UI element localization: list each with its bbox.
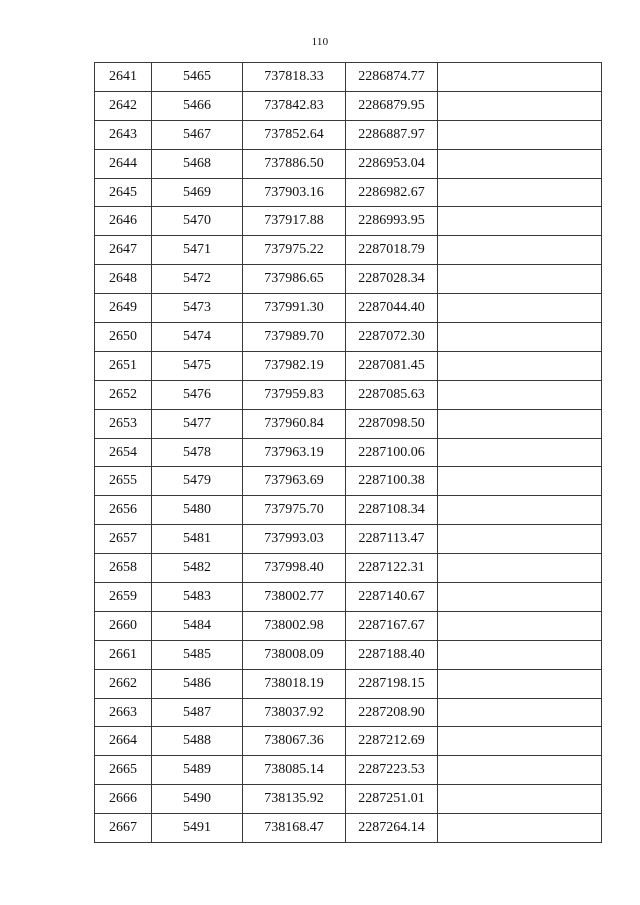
note-cell	[438, 640, 602, 669]
y-coordinate-cell: 2287100.06	[346, 438, 438, 467]
point-id-cell: 5467	[152, 120, 243, 149]
note-cell	[438, 207, 602, 236]
row-number-cell: 2666	[95, 785, 152, 814]
row-number-cell: 2646	[95, 207, 152, 236]
row-number-cell: 2658	[95, 554, 152, 583]
y-coordinate-cell: 2287208.90	[346, 698, 438, 727]
table-row	[95, 785, 602, 814]
row-number-cell: 2644	[95, 149, 152, 178]
x-coordinate-cell: 737986.65	[243, 265, 346, 294]
x-coordinate-cell: 737991.30	[243, 294, 346, 323]
table-row	[95, 207, 602, 236]
note-cell	[438, 323, 602, 352]
point-id-cell: 5468	[152, 149, 243, 178]
note-cell	[438, 120, 602, 149]
table-row	[95, 351, 602, 380]
note-cell	[438, 554, 602, 583]
table-row	[95, 467, 602, 496]
point-id-cell: 5490	[152, 785, 243, 814]
note-cell	[438, 669, 602, 698]
note-cell	[438, 236, 602, 265]
table-row	[95, 323, 602, 352]
row-number-cell: 2649	[95, 294, 152, 323]
note-cell	[438, 149, 602, 178]
y-coordinate-cell: 2287140.67	[346, 583, 438, 612]
point-id-cell: 5487	[152, 698, 243, 727]
table-row	[95, 611, 602, 640]
note-cell	[438, 351, 602, 380]
point-id-cell: 5488	[152, 727, 243, 756]
point-id-cell: 5486	[152, 669, 243, 698]
y-coordinate-cell: 2287188.40	[346, 640, 438, 669]
table-row	[95, 380, 602, 409]
x-coordinate-cell: 737998.40	[243, 554, 346, 583]
x-coordinate-cell: 737975.22	[243, 236, 346, 265]
y-coordinate-cell: 2287028.34	[346, 265, 438, 294]
y-coordinate-cell: 2287081.45	[346, 351, 438, 380]
table-row	[95, 554, 602, 583]
y-coordinate-cell: 2287108.34	[346, 496, 438, 525]
note-cell	[438, 583, 602, 612]
x-coordinate-cell: 737960.84	[243, 409, 346, 438]
y-coordinate-cell: 2287113.47	[346, 525, 438, 554]
y-coordinate-cell: 2287044.40	[346, 294, 438, 323]
row-number-cell: 2642	[95, 91, 152, 120]
point-id-cell: 5482	[152, 554, 243, 583]
coordinate-table-body	[95, 63, 602, 843]
row-number-cell: 2667	[95, 814, 152, 843]
note-cell	[438, 63, 602, 92]
x-coordinate-cell: 737989.70	[243, 323, 346, 352]
row-number-cell: 2647	[95, 236, 152, 265]
x-coordinate-cell: 737842.83	[243, 91, 346, 120]
row-number-cell: 2650	[95, 323, 152, 352]
y-coordinate-cell: 2286879.95	[346, 91, 438, 120]
table-row	[95, 698, 602, 727]
x-coordinate-cell: 738008.09	[243, 640, 346, 669]
point-id-cell: 5480	[152, 496, 243, 525]
y-coordinate-cell: 2286874.77	[346, 63, 438, 92]
point-id-cell: 5470	[152, 207, 243, 236]
table-row	[95, 669, 602, 698]
point-id-cell: 5473	[152, 294, 243, 323]
row-number-cell: 2655	[95, 467, 152, 496]
row-number-cell: 2665	[95, 756, 152, 785]
y-coordinate-cell: 2287122.31	[346, 554, 438, 583]
point-id-cell: 5475	[152, 351, 243, 380]
x-coordinate-cell: 737886.50	[243, 149, 346, 178]
point-id-cell: 5469	[152, 178, 243, 207]
row-number-cell: 2648	[95, 265, 152, 294]
page-number: 110	[311, 36, 329, 48]
x-coordinate-cell: 737852.64	[243, 120, 346, 149]
y-coordinate-cell: 2287072.30	[346, 323, 438, 352]
y-coordinate-cell: 2287251.01	[346, 785, 438, 814]
point-id-cell: 5466	[152, 91, 243, 120]
x-coordinate-cell: 738018.19	[243, 669, 346, 698]
x-coordinate-cell: 737818.33	[243, 63, 346, 92]
x-coordinate-cell: 737963.69	[243, 467, 346, 496]
y-coordinate-cell: 2287212.69	[346, 727, 438, 756]
table-row	[95, 727, 602, 756]
point-id-cell: 5478	[152, 438, 243, 467]
note-cell	[438, 814, 602, 843]
table-row	[95, 149, 602, 178]
note-cell	[438, 409, 602, 438]
row-number-cell: 2645	[95, 178, 152, 207]
table-row	[95, 438, 602, 467]
row-number-cell: 2659	[95, 583, 152, 612]
table-row	[95, 756, 602, 785]
x-coordinate-cell: 737975.70	[243, 496, 346, 525]
point-id-cell: 5471	[152, 236, 243, 265]
y-coordinate-cell: 2286993.95	[346, 207, 438, 236]
point-id-cell: 5472	[152, 265, 243, 294]
note-cell	[438, 698, 602, 727]
row-number-cell: 2653	[95, 409, 152, 438]
x-coordinate-cell: 737917.88	[243, 207, 346, 236]
y-coordinate-cell: 2287264.14	[346, 814, 438, 843]
x-coordinate-cell: 738002.98	[243, 611, 346, 640]
point-id-cell: 5483	[152, 583, 243, 612]
row-number-cell: 2656	[95, 496, 152, 525]
note-cell	[438, 756, 602, 785]
row-number-cell: 2663	[95, 698, 152, 727]
table-row	[95, 496, 602, 525]
point-id-cell: 5477	[152, 409, 243, 438]
x-coordinate-cell: 737959.83	[243, 380, 346, 409]
note-cell	[438, 727, 602, 756]
note-cell	[438, 785, 602, 814]
table-row	[95, 91, 602, 120]
note-cell	[438, 438, 602, 467]
table-row	[95, 236, 602, 265]
y-coordinate-cell: 2287167.67	[346, 611, 438, 640]
y-coordinate-cell: 2286982.67	[346, 178, 438, 207]
note-cell	[438, 91, 602, 120]
table-row	[95, 583, 602, 612]
y-coordinate-cell: 2287018.79	[346, 236, 438, 265]
point-id-cell: 5474	[152, 323, 243, 352]
y-coordinate-cell: 2287098.50	[346, 409, 438, 438]
note-cell	[438, 467, 602, 496]
row-number-cell: 2652	[95, 380, 152, 409]
y-coordinate-cell: 2286953.04	[346, 149, 438, 178]
point-id-cell: 5489	[152, 756, 243, 785]
table-row	[95, 120, 602, 149]
note-cell	[438, 178, 602, 207]
x-coordinate-cell: 737982.19	[243, 351, 346, 380]
y-coordinate-cell: 2287100.38	[346, 467, 438, 496]
note-cell	[438, 611, 602, 640]
point-id-cell: 5481	[152, 525, 243, 554]
point-id-cell: 5484	[152, 611, 243, 640]
row-number-cell: 2654	[95, 438, 152, 467]
x-coordinate-cell: 738067.36	[243, 727, 346, 756]
y-coordinate-cell: 2287085.63	[346, 380, 438, 409]
row-number-cell: 2657	[95, 525, 152, 554]
table-row	[95, 63, 602, 92]
table-row	[95, 265, 602, 294]
row-number-cell: 2660	[95, 611, 152, 640]
x-coordinate-cell: 738168.47	[243, 814, 346, 843]
table-row	[95, 525, 602, 554]
x-coordinate-cell: 738085.14	[243, 756, 346, 785]
row-number-cell: 2664	[95, 727, 152, 756]
x-coordinate-cell: 738002.77	[243, 583, 346, 612]
point-id-cell: 5479	[152, 467, 243, 496]
note-cell	[438, 265, 602, 294]
x-coordinate-cell: 737993.03	[243, 525, 346, 554]
point-id-cell: 5476	[152, 380, 243, 409]
x-coordinate-cell: 737963.19	[243, 438, 346, 467]
table-row	[95, 294, 602, 323]
table-row	[95, 178, 602, 207]
table-row	[95, 409, 602, 438]
x-coordinate-cell: 737903.16	[243, 178, 346, 207]
note-cell	[438, 294, 602, 323]
point-id-cell: 5465	[152, 63, 243, 92]
point-id-cell: 5485	[152, 640, 243, 669]
note-cell	[438, 525, 602, 554]
row-number-cell: 2641	[95, 63, 152, 92]
y-coordinate-cell: 2286887.97	[346, 120, 438, 149]
y-coordinate-cell: 2287223.53	[346, 756, 438, 785]
x-coordinate-cell: 738135.92	[243, 785, 346, 814]
table-row	[95, 814, 602, 843]
note-cell	[438, 380, 602, 409]
row-number-cell: 2661	[95, 640, 152, 669]
table-row	[95, 640, 602, 669]
y-coordinate-cell: 2287198.15	[346, 669, 438, 698]
row-number-cell: 2651	[95, 351, 152, 380]
point-id-cell: 5491	[152, 814, 243, 843]
row-number-cell: 2643	[95, 120, 152, 149]
row-number-cell: 2662	[95, 669, 152, 698]
x-coordinate-cell: 738037.92	[243, 698, 346, 727]
note-cell	[438, 496, 602, 525]
coordinate-table	[94, 62, 602, 843]
